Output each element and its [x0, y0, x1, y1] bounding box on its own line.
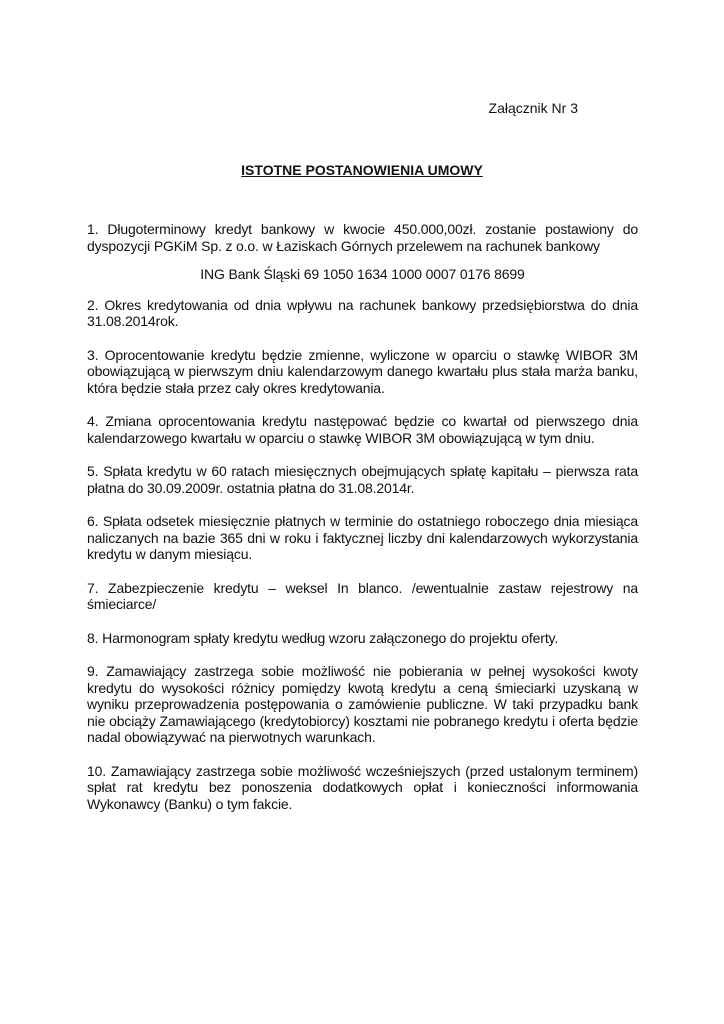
- clause-4: 4. Zmiana oprocentowania kredytu następować będzie co kwartał od pierwszego dnia kalendarzowego kwartału w oparciu o stawkę WIBOR 3M obowiązującą w tym dniu.: [87, 413, 638, 446]
- clause-8: 8. Harmonogram spłaty kredytu według wzoru załączonego do projektu oferty.: [87, 629, 559, 646]
- clause-5: 5. Spłata kredytu w 60 ratach miesięcznych obejmujących spłatę kapitału – pierwsza rata płatna do 30.09.2009r. ostatnia płatna do 31.08.2014r.: [87, 463, 638, 496]
- document-title: ISTOTNE POSTANOWIENIA UMOWY: [241, 162, 483, 178]
- bank-account: ING Bank Śląski 69 1050 1634 1000 0007 0176 8699: [200, 266, 525, 282]
- clause-3: 3. Oprocentowanie kredytu będzie zmienne, wyliczone w oparciu o stawkę WIBOR 3M obowiązującą w pierwszym dniu kalendarzowym danego kwartału plus stała marża banku, która będzie stała przez cały okres kredytowania.: [87, 346, 638, 396]
- clause-6: 6. Spłata odsetek miesięcznie płatnych w terminie do ostatniego roboczego dnia miesiąca naliczanych na bazie 365 dni w roku i faktycznej liczby dni kalendarzowych wykorzystania kredytu w danym miesiącu.: [87, 513, 638, 562]
- document-body: [87, 221, 638, 829]
- clause-10: 10. Zamawiający zastrzega sobie możliwość wcześniejszych (przed ustalonym terminem) spłat rat kredytu bez ponoszenia dodatkowych opłat i konieczności informowania Wykonawcy (Banku) o tym fakcie.: [87, 762, 638, 812]
- annex-label: Załącznik Nr 3: [488, 100, 578, 116]
- clause-9: 9. Zamawiający zastrzega sobie możliwość nie pobierania w pełnej wysokości kwoty kredytu do wysokości różnicy pomiędzy kwotą kredytu a ceną śmieciarki uzyskaną w wyniku przeprowadzenia postępowania o zamówienie publiczne. W taki przypadku bank nie obciąży Zamawiającego (kredytobiorcy) kosztami nie pobranego kredytu i oferta będzie nadal obowiązywać na pierwotnych warunkach.: [87, 663, 638, 745]
- clause-1: 1. Długoterminowy kredyt bankowy w kwocie 450.000,00zł. zostanie postawiony do dyspozycji PGKiM Sp. z o.o. w Łaziskach Górnych przelewem na rachunek bankowy: [87, 221, 638, 254]
- clause-2: 2. Okres kredytowania od dnia wpływu na rachunek bankowy przedsiębiorstwa do dnia 31.08.2014rok.: [87, 296, 638, 329]
- clause-7: 7. Zabezpieczenie kredytu – weksel In blanco. /ewentualnie zastaw rejestrowy na śmieciarce/: [87, 579, 638, 612]
